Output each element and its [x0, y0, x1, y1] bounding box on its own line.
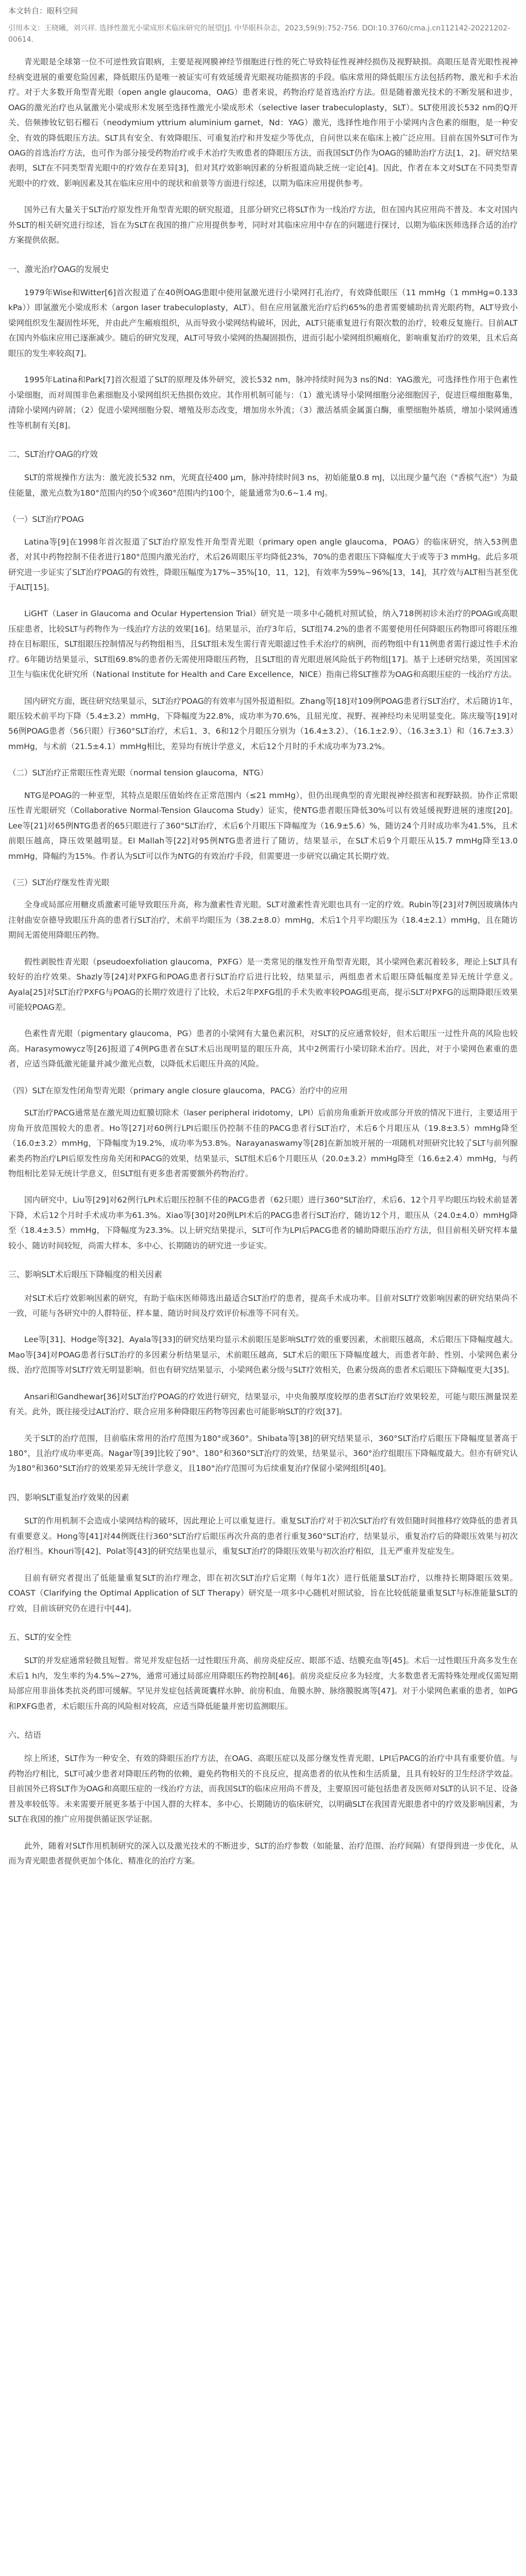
section-heading: 三、影响SLT术后眼压下降幅度的相关因素 — [8, 1269, 162, 1280]
body-paragraph: Ansari和Gandhewar[36]对SLT治疗POAG的疗效进行研究，结果显示，中央角膜厚度较厚的患者SLT治疗效果较差，可能与眼压测量误差有关。此外，既往接受过ALT治疗、联合应用多种降眼压药物等因素也可能影响SLT的疗效[37]。 — [8, 1392, 518, 1417]
body-paragraph: 全身或局部应用糖皮质激素可能导致眼压升高，称为激素性青光眼。SLT对激素性青光眼也具有一定的疗效。Rubin等[23]对7例因玻璃体内注射曲安奈德导致眼压升高的患者行SLT治疗，术前平均眼压为（38.2±8.0）mmHg，术后1个月平均眼压为（18.4±2.1）mmHg，且在随访期间无需使用降眼压药物。 — [8, 900, 518, 940]
body-paragraph: SLT的作用机制不会造成小梁网结构的破坏，因此理论上可以重复进行。重复SLT治疗对于初次SLT治疗有效但随时间推移疗效降低的患者具有重要意义。Hong等[41]对44例既往行360°SLT治疗后眼压再次升高的患者行重复360°SLT治疗，结果显示，重复治疗后的降眼压效果与初次治疗相当。Khouri等[42]、Polat等[43]的研究结果也显示，重复SLT治疗的降眼压效果与初次治疗相似，且无严重并发症发生。 — [8, 1516, 518, 1556]
section-heading: 二、SLT治疗OAG的疗效 — [8, 449, 98, 459]
section-heading: 五、SLT的安全性 — [8, 1632, 72, 1642]
body-paragraph: 国外已有大量关于SLT治疗原发性开角型青光眼的研究报道，且部分研究已将SLT作为一线治疗方法，但在国内其应用尚不普及。本文对国内外SLT的相关研究进行综述，旨在为SLT在我国的推广应用提供参考，同时对其临床应用中存在的问题进行探讨，以期为临床医师选择合适的治疗方案提供依据。 — [8, 205, 518, 245]
body-paragraph: 目前有研究者提出了低能量重复SLT的治疗理念，即在初次SLT治疗后定期（每年1次）进行低能量SLT治疗，以维持长期降眼压效果。COAST（Clarifying the Optimal Application of SLT Therapy）研究是一项多中心随机对照试验，旨在比较低能量重复SLT与标准能量SLT的疗效，目前该研究仍在进行中[44]。 — [8, 1573, 518, 1613]
body-paragraph: 色素性青光眼（pigmentary glaucoma，PG）患者的小梁网有大量色素沉积，对SLT的反应通常较好，但术后眼压一过性升高的风险也较高。Harasymowycz等[26]报道了4例PG患者在SLT术后出现明显的眼压升高，其中2例需行小梁切除术治疗。因此，对于小梁网色素重的患者，应适当降低激光能量并减少激光点数，以降低术后眼压升高的风险。 — [8, 1029, 518, 1069]
citation: 引用本文：王晓曦，刘兴祥. 选择性激光小梁成形术临床研究的展望[J]. 中华眼科杂志，2023,59(9):752-756. DOI:10.3760/cma.j.cn112142-20221202-00614. — [8, 24, 511, 44]
section-heading: （二）SLT治疗正常眼压性青光眼（normal tension glaucoma，NTG） — [8, 768, 268, 778]
body-paragraph: Latina等[9]在1998年首次报道了SLT治疗原发性开角型青光眼（primary open angle glaucoma，POAG）的临床研究，纳入53例患者，对其中药物控制不佳者进行180°范围内激光治疗，术后26周眼压平均降低23%，70%的患者眼压下降幅度大于或等于3 mmHg。此后多项研究进一步证实了SLT治疗POAG的有效性，降眼压幅度为17%~35%[10，11，12]，有效率为59%~96%[13，14]，其疗效与ALT相当甚至优于ALT[15]。 — [8, 537, 518, 592]
section-heading: （四）SLT在原发性闭角型青光眼（primary angle closure glaucoma，PACG）治疗中的应用 — [8, 1086, 348, 1095]
body-paragraph: 1995年Latina和Park[7]首次报道了SLT的原理及体外研究，波长532 nm，脉冲持续时间为3 ns的Nd：YAG激光，可选择性作用于色素性小梁细胞，而对周围非色素细胞及小梁网组织无热损伤效应。其作用机制可能与：（1）激光诱导小梁网细胞分泌细胞因子，促进巨噬细胞募集，清除小梁网内碎屑；（2）促进小梁网细胞分裂、增殖及形态改变，增加房水外流；（3）激活基质金属蛋白酶，重塑细胞外基质，增加小梁网通透性等机制有关[8]。 — [8, 375, 518, 430]
body-paragraph: 对SLT术后疗效影响因素的研究，有助于临床医师筛选出最适合SLT治疗的患者，提高手术成功率。目前对SLT疗效影响因素的研究结果尚不一致，可能与各研究中的人群特征、样本量、随访时间及疗效评价标准等不同有关。 — [8, 1293, 518, 1318]
section-heading: 一、激光治疗OAG的发展史 — [8, 264, 109, 274]
body-paragraph: Lee等[31]、Hodge等[32]、Ayala等[33]的研究结果均显示术前眼压是影响SLT疗效的重要因素，术前眼压越高，术后眼压下降幅度越大。Mao等[34]对POAG患者行SLT治疗的多因素分析结果显示，术前眼压越高，SLT术后的眼压下降幅度越大，而患者年龄、性别、小梁网色素分级、治疗范围等对SLT疗效无明显影响。但也有研究结果显示，小梁网色素分级与SLT疗效相关，色素分级高的患者术后眼压下降幅度更大[35]。 — [8, 1335, 518, 1375]
section-heading: （三）SLT治疗继发性青光眼 — [8, 877, 110, 887]
article-body — [8, 55, 518, 1869]
section-heading: 六、结语 — [8, 1730, 42, 1740]
section-heading: 四、影响SLT重复治疗效果的因素 — [8, 1492, 129, 1502]
body-paragraph: 此外，随着对SLT作用机制研究的深入以及激光技术的不断进步，SLT的治疗参数（如能量、治疗范围、治疗间隔）有望得到进一步优化，从而为青光眼患者提供更加个体化、精准化的治疗方案。 — [8, 1841, 518, 1866]
body-paragraph: 青光眼是全球第一位不可逆性致盲眼病，主要是视网膜神经节细胞进行性的死亡导致特征性视神经损伤及视野缺损。高眼压是青光眼性视神经病变进展的重要危险因素，降低眼压仍是唯一被证实可有效延缓青光眼视功能损害的手段。临床常用的降低眼压方法包括药物、激光和手术治疗。对于大多数开角型青光眼（open angle glaucoma，OAG）患者来说，药物治疗是首选治疗方法。但是随着激光技术的不断发展和进步，OAG的激光治疗也从氩激光小梁成形术发展至选择性激光小梁成形术（selective laser trabeculoplasty，SLT）。SLT使用波长532 nm的Q开关、倍频掺钕钇铝石榴石（neodymium yttrium aluminium garnet，Nd：YAG）激光，选择性地作用于小梁网内含色素的细胞，是一种安全、有效的降低眼压方法。SLT具有安全、有效降眼压、可重复治疗和并发症少等优点，自问世以来在临床上被广泛应用。目前在国外SLT可作为OAG的首选治疗方法，也可作为部分接受药物治疗或手术治疗失败患者的降眼压方法，而我国SLT仍作为OAG的辅助治疗方法[1，2]。研究结果表明，SLT在不同类型青光眼中的疗效存在差异[3]，但对其疗效影响因素的分析报道尚缺乏统一定论[4]。因此，作者在本文对SLT在不同类型青光眼中的疗效、影响因素及其在临床应用中的现状和前景等方面进行综述，以期为临床应用提供参考。 — [8, 57, 518, 188]
source-line: 本文转自：眼科空间 — [8, 6, 78, 15]
section-heading: （一）SLT治疗POAG — [8, 515, 84, 524]
body-paragraph: 国内研究方面，既往研究结果显示，SLT治疗POAG的有效率与国外报道相似。Zhang等[18]对109例POAG患者行SLT治疗，术后随访1年，眼压较术前平均下降（5.4±3.2）mmHg，下降幅度为22.8%，成功率为70.6%，且屈光度、视野、视神经均未见明显变化。陈庆璇等[19]对56例POAG患者（56只眼）行360°SLT治疗，术后1、3、6和12个月眼压分别为（16.4±3.2）、（16.1±2.9）、（16.3±3.1）和（16.7±3.3）mmHg，与术前（21.5±4.1）mmHg相比，差异均有统计学意义，术后12个月时的手术成功率为73.2%。 — [8, 696, 518, 751]
body-paragraph: 国内研究中，Liu等[29]对62例行LPI术后眼压控制不佳的PACG患者（62只眼）进行360°SLT治疗，术后6、12个月平均眼压均较术前显著下降，术后12个月时手术成功率为61.3%。Xiao等[30]对20例LPI术后的PACG患者行SLT治疗，随访12个月，眼压从（24.0±4.0）mmHg降至（18.4±3.5）mmHg，下降幅度为23.3%。以上研究结果提示，SLT可作为LPI后PACG患者的辅助降眼压治疗方法，但目前相关研究样本量较小、随访时间较短，尚需大样本、多中心、长期随访的研究进一步证实。 — [8, 1195, 518, 1250]
body-paragraph: SLT治疗PACG通常是在激光周边虹膜切除术（laser peripheral iridotomy，LPI）后前房角重新开放或部分开放的情况下进行，主要适用于房角开放范围较大的患者。Ho等[27]对60例行LPI后眼压仍控制不佳的PACG患者行SLT治疗，术后6个月眼压从（19.8±3.5）mmHg降至（16.0±3.2）mmHg，下降幅度为19.2%，成功率为53.8%。Narayanaswamy等[28]在新加坡开展的一项随机对照研究比较了SLT与前列腺素类药物治疗LPI后原发性房角关闭和PACG的效果，结果显示，SLT组术后6个月眼压从（20.0±3.2）mmHg降至（16.6±2.4）mmHg，与药物组相比差异无统计学意义，但SLT组有更多患者需要额外药物治疗。 — [8, 1108, 518, 1178]
body-paragraph: 假性剥脱性青光眼（pseudoexfoliation glaucoma，PXFG）是一类常见的继发性开角型青光眼，其小梁网色素沉着较多，理论上SLT具有较好的治疗效果。Shazly等[24]对PXFG和POAG患者行SLT治疗后进行比较，结果显示，两组患者术后眼压降低幅度差异无统计学意义。Ayala[25]对SLT治疗PXFG与POAG的长期疗效进行了比较，术后2年PXFG组的手术失败率较POAG组更高，提示SLT对PXFG的远期降眼压效果可能较POAG差。 — [8, 957, 518, 1012]
body-paragraph: 1979年Wise和Witter[6]首次报道了在40例OAG患眼中使用氩激光进行小梁网打孔治疗，有效降低眼压（11 mmHg（1 mmHg=0.133 kPa））即氩激光小梁成形术（argon laser trabeculoplasty，ALT）。但在应用氩激光治疗后约65%的患者需要辅助抗青光眼药物，ALT导致小梁网组织发生凝固性坏死，并由此产生瘢痕组织，从而导致小梁网结构破坏，因此，ALT只能重复进行有限次数的治疗，较难反复施行。目前ALT在国内外临床应用已逐渐减少。随后的研究发现，ALT可导致小梁网的热凝固损伤，进而引起小梁网组织瘢痕化，影响重复治疗的效果，且术后高眼压的发生率较高[7]。 — [8, 288, 518, 358]
body-paragraph: 综上所述，SLT作为一种安全、有效的降眼压治疗方法，在OAG、高眼压症以及部分继发性青光眼、LPI后PACG的治疗中具有重要价值。与药物治疗相比，SLT可减少患者对降眼压药物的依赖，避免药物相关的不良反应，提高患者的依从性和生活质量，且具有较好的卫生经济学效益。目前国外已将SLT作为OAG和高眼压症的一线治疗方法，而我国SLT的临床应用尚不普及，主要原因可能包括患者及医师对SLT的认识不足、设备普及率较低等。未来需要开展更多基于中国人群的大样本、多中心、长期随访的临床研究，以明确SLT在我国青光眼患者中的疗效及影响因素，为SLT在我国的推广应用提供循证医学证据。 — [8, 1754, 518, 1824]
body-paragraph: SLT的常规操作方法为：激光波长532 nm，光斑直径400 μm，脉冲持续时间3 ns，初始能量0.8 mJ，以出现少量气泡（"香槟气泡"）为最佳能量，激光点数为180°范围内约50个或360°范围内约100个，能量通常为0.6~1.4 mJ。 — [8, 473, 518, 498]
body-paragraph: 关于SLT的治疗范围，目前临床常用的治疗范围为180°或360°。Shibata等[38]的研究结果显示，360°SLT治疗后眼压下降幅度显著高于180°，且治疗成功率更高。Nagar等[39]比较了90°、180°和360°SLT治疗的效果，结果显示，360°治疗组眼压下降幅度最大。但亦有研究认为180°和360°SLT治疗的效果差异无统计学意义，且180°治疗范围可为后续重复治疗保留小梁网组织[40]。 — [8, 1433, 518, 1473]
body-paragraph: NTG是POAG的一种亚型，其特点是眼压值始终在正常范围内（≤21 mmHg），但仍出现典型的青光眼视神经损害和视野缺损。协作正常眼压性青光眼研究（Collaborative Normal-Tension Glaucoma Study）证实，使NTG患者眼压降低30%可以有效延缓视野进展的速度[20]。Lee等[21]对65例NTG患者的65只眼进行了360°SLT治疗，术后6个月眼压下降幅度为（16.9±5.6）%，随访24个月时成功率为41.5%，且术前眼压越高，降压效果越明显。El Mallah等[22]对95例NTG患者进行了随访，结果显示，在SLT术后9个月眼压从15.7 mmHg降至13.0 mmHg，降幅约为15%。作者认为SLT可以作为NTG的有效治疗手段，但需要进一步研究以确定其长期疗效。 — [8, 790, 518, 861]
body-paragraph: SLT的并发症通常轻微且短暂。常见并发症包括一过性眼压升高、前房炎症反应、眼部不适、结膜充血等[45]。术后一过性眼压升高多发生在术后1 h内，发生率约为4.5%~27%，通常可通过局部应用降眼压药物控制[46]。前房炎症反应多为轻度，大多数患者无需特殊处理或仅需短期局部应用非甾体类抗炎药即可缓解。罕见并发症包括黄斑囊样水肿、前房积血、角膜水肿、脉络膜脱离等[47]。对于小梁网色素重的患者，如PG和PXFG患者，术后眼压升高的风险相对较高，应适当降低能量并密切监测眼压。 — [8, 1656, 518, 1711]
body-paragraph: LiGHT（Laser in Glaucoma and Ocular Hypertension Trial）研究是一项多中心随机对照试验，纳入718例初诊未治疗的POAG或高眼压症患者，比较SLT与药物作为一线治疗方法的效果[16]。结果显示，治疗3年后，SLT组74.2%的患者不需要使用任何降眼压药物即可将眼压维持在目标眼压，SLT组眼压控制情况与药物组相当，且SLT组未发生需行青光眼滤过性手术治疗的病例，而药物组中有11例患者需行滤过性手术治疗。6年随访结果显示，SLT组69.8%的患者仍无需使用降眼压药物，且SLT组的青光眼进展风险低于药物组[17]。基于上述研究结果，英国国家卫生与临床优化研究所（National Institute for Health and Care Excellence，NICE）指南已将SLT推荐为OAG和高眼压症的一线治疗方法。 — [8, 609, 518, 680]
